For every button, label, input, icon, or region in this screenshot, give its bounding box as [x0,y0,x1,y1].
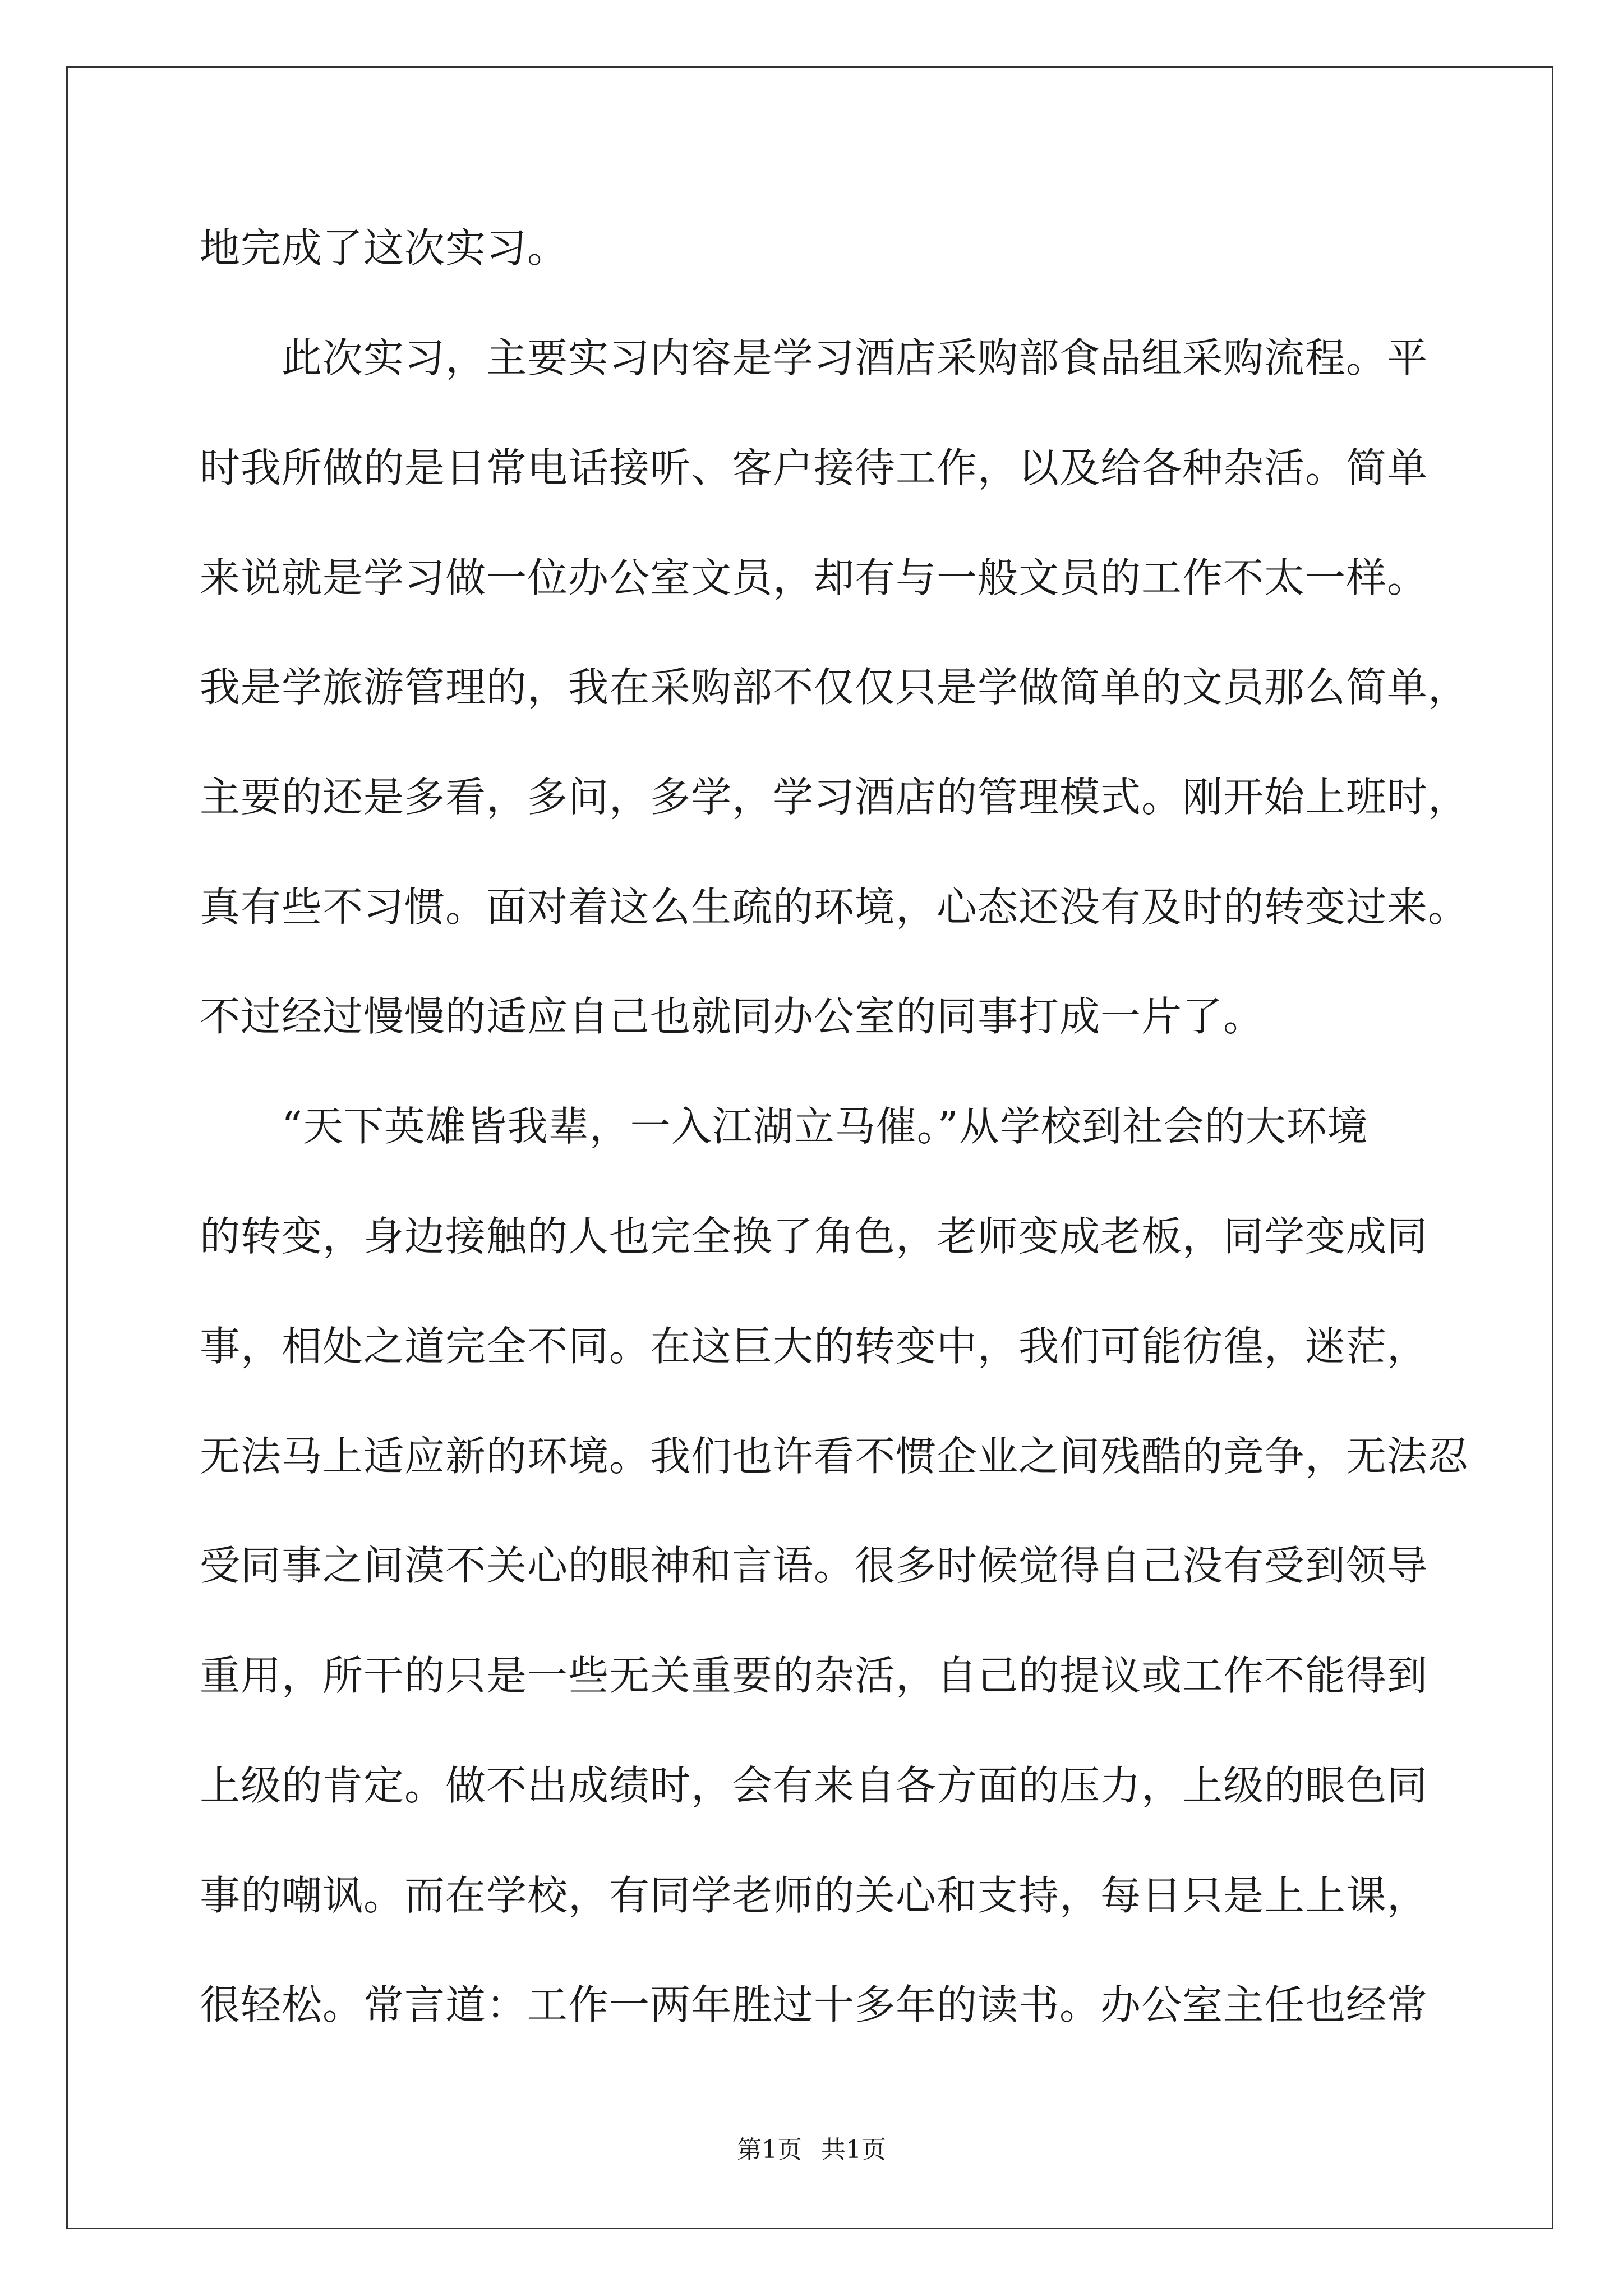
page-number: 第1页 [737,2136,802,2164]
text-line-8: 不过经过慢慢的适应自己也就同办公室的同事打成一片了。 [200,993,1265,1040]
text-line-2: 此次实习，主要实习内容是学习酒店采购部食品组采购流程。平 [200,334,1428,381]
text-line-4: 来说就是学习做一位办公室文员，却有与一般文员的工作不太一样。 [200,554,1428,601]
text-line-15: 上级的肯定。做不出成绩时，会有来自各方面的压力，上级的眼色同 [200,1762,1428,1809]
text-line-17: 很轻松。常言道：工作一两年胜过十多年的读书。办公室主任也经常 [200,1981,1428,2028]
text-line-7: 真有些不习惯。面对着这么生疏的环境，心态还没有及时的转变过来。 [200,884,1469,931]
text-line-11: 事，相处之道完全不同。在这巨大的转变中，我们可能彷徨，迷茫， [200,1323,1428,1370]
text-line-12: 无法马上适应新的环境。我们也许看不惯企业之间残酷的竞争，无法忍 [200,1433,1469,1480]
text-line-9: “天下英雄皆我辈，一入江湖立马催。”从学校到社会的大环境 [200,1103,1368,1150]
text-line-1: 地完成了这次实习。 [200,224,569,272]
text-line-3: 时我所做的是日常电话接听、客户接待工作，以及给各种杂活。简单 [200,444,1428,491]
text-line-13: 受同事之间漠不关心的眼神和言语。很多时候觉得自己没有受到领导 [200,1542,1428,1589]
text-line-14: 重用，所干的只是一些无关重要的杂活，自己的提议或工作不能得到 [200,1652,1428,1699]
text-line-10: 的转变，身边接触的人也完全换了角色，老师变成老板，同学变成同 [200,1213,1428,1260]
page-total: 共1页 [821,2136,886,2164]
text-line-16: 事的嘲讽。而在学校，有同学老师的关心和支持，每日只是上上课， [200,1872,1428,1919]
text-line-6: 主要的还是多看，多问，多学，学习酒店的管理模式。刚开始上班时， [200,774,1469,821]
page-footer [0,2129,1623,2165]
text-line-5: 我是学旅游管理的，我在采购部不仅仅只是学做简单的文员那么简单， [200,664,1469,711]
